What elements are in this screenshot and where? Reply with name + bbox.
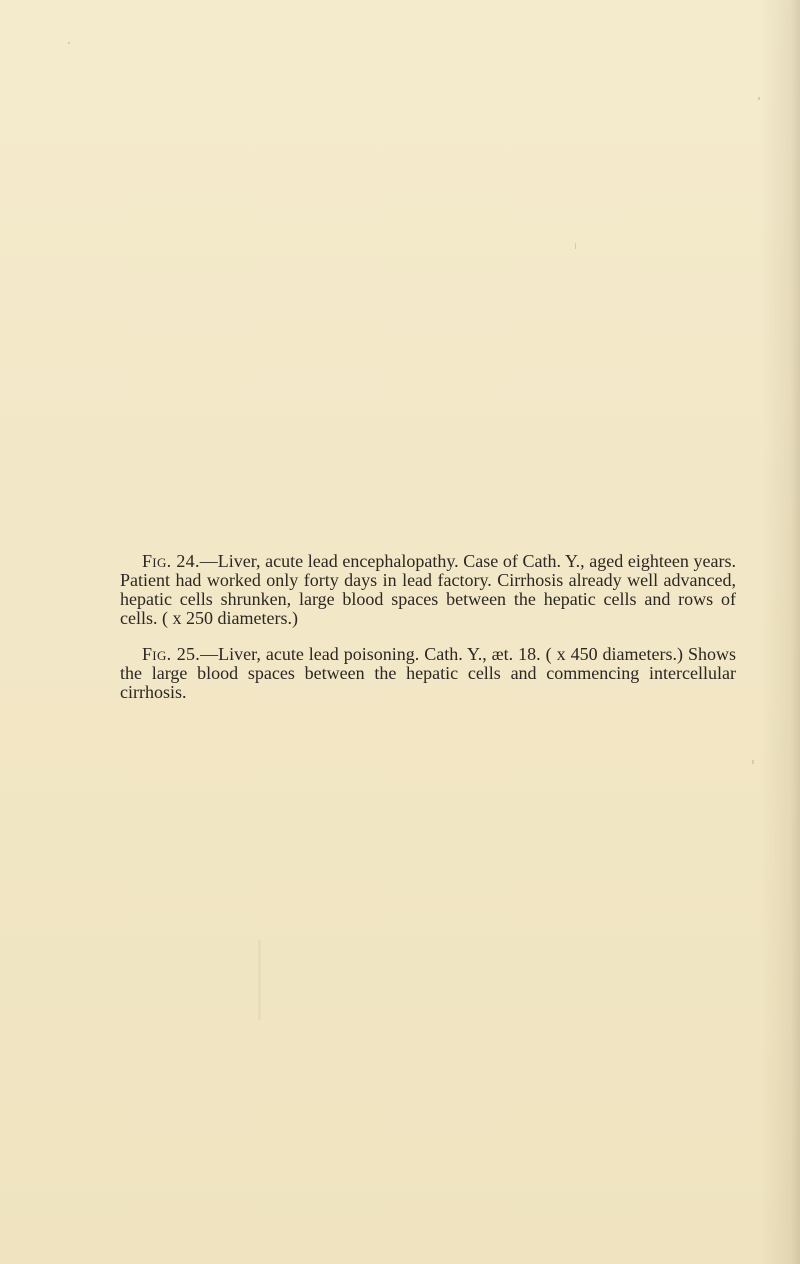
figure-24-caption <box>120 552 736 628</box>
paper-speck <box>752 760 754 764</box>
paper-speck <box>575 243 576 249</box>
paper-speck <box>758 97 760 100</box>
paper-speck <box>258 940 261 1020</box>
paper-speck <box>68 42 70 44</box>
figure-25-caption <box>120 645 736 702</box>
figure-25-text: —Liver, acute lead poisoning. Cath. Y., æt. 18. ( x 450 diameters.) Shows the large blood spaces between the hepatic cells and commencing intercellular cirrhosis. <box>120 644 736 702</box>
figure-25-label: Fig. 25. <box>142 644 201 664</box>
figure-24-text: —Liver, acute lead encephalopathy. Case of Cath. Y., aged eighteen years. Patient had worked only forty days in lead factory. Cirrhosis already well advanced, hepatic cells shrunken, large blood spaces between the hepatic cells and rows of cells. ( x 250 diameters.) <box>120 551 736 628</box>
figure-24-label: Fig. 24. <box>142 551 200 571</box>
